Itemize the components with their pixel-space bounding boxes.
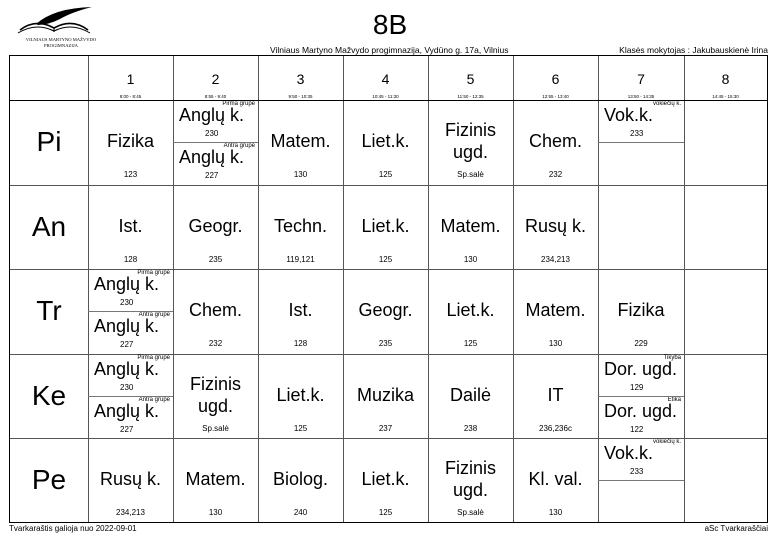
lesson-cell — [173, 185, 258, 270]
group-label: vokiečių k. — [652, 439, 681, 445]
lesson-room: 125 — [378, 254, 393, 264]
lesson-subject: Fizika — [106, 131, 154, 151]
lesson-room: 125 — [293, 423, 308, 433]
lesson-cell — [173, 354, 258, 439]
lesson-room: 130 — [548, 508, 563, 517]
class-title: 8B — [372, 9, 408, 40]
lesson-subject: Biolog. — [272, 469, 329, 489]
lesson-cell — [428, 354, 513, 439]
lesson-room: 229 — [634, 339, 648, 348]
day-label: Tr — [36, 295, 62, 326]
group-label: Antra grupė — [138, 396, 170, 403]
lesson-cell — [428, 438, 513, 523]
period-time: 13:50 - 14:35 — [627, 94, 655, 99]
lesson-room: 129 — [630, 382, 644, 392]
lesson-room: 125 — [378, 170, 393, 179]
lesson-cell — [173, 438, 258, 523]
lesson-subject: Kl. val. — [528, 469, 583, 489]
group-label: Tikyba — [663, 354, 681, 361]
lesson-room: 238 — [463, 423, 478, 433]
lesson-cell — [258, 354, 343, 439]
lesson-subject: Liet.k. — [446, 300, 495, 320]
lesson-subject: Fizinis ugd. — [444, 120, 496, 162]
group-divider — [598, 480, 684, 481]
period-number: 4 — [381, 71, 390, 87]
lesson-subject: Matem. — [185, 469, 246, 489]
group-divider — [598, 396, 684, 397]
period-time: 9:50 - 10:35 — [288, 94, 313, 99]
lesson-room: 119,121 — [286, 254, 315, 264]
lesson-room: 122 — [630, 424, 644, 434]
lesson-subject: Dailė — [449, 384, 492, 405]
lesson-room: 230 — [205, 129, 219, 138]
period-time: 10:45 - 11:30 — [372, 94, 399, 99]
lesson-subject: Anglų k. — [94, 358, 160, 379]
lesson-room: 233 — [630, 467, 644, 476]
lesson-cell — [513, 185, 598, 270]
lesson-subject: Matem. — [440, 215, 501, 236]
lesson-cell — [88, 185, 173, 270]
lesson-cell — [343, 354, 428, 439]
lesson-subject: Chem. — [188, 300, 242, 320]
lesson-subject: Matem. — [270, 131, 331, 151]
group-label: Antra grupė — [223, 143, 255, 150]
lesson-subject: Anglų k. — [94, 274, 160, 294]
lesson-cell — [598, 269, 684, 354]
lesson-room: 234,213 — [541, 254, 570, 264]
period-header — [428, 56, 513, 100]
period-header — [598, 56, 684, 100]
lesson-group-cell — [88, 269, 173, 311]
period-time: 14:45 - 15:30 — [712, 94, 739, 99]
lesson-cell — [258, 100, 343, 185]
lesson-room: 237 — [378, 423, 393, 433]
lesson-group-cell — [598, 480, 684, 522]
lesson-room: 236,236c — [539, 423, 572, 433]
lesson-subject: Fizinis ugd. — [444, 458, 496, 500]
period-header — [343, 56, 428, 100]
lesson-subject: Anglų k. — [179, 147, 245, 168]
lesson-cell — [173, 269, 258, 354]
lesson-room: 227 — [120, 340, 134, 350]
lesson-room: 234,213 — [116, 508, 145, 517]
group-divider — [88, 396, 173, 397]
lesson-room: 235 — [378, 339, 393, 348]
group-label: Antra grupė — [138, 312, 170, 319]
lesson-subject: Anglų k. — [94, 316, 160, 337]
lesson-group-cell — [88, 396, 173, 438]
lesson-room: 232 — [208, 339, 223, 348]
generator-credit: aSc Tvarkaraščiai — [704, 524, 768, 533]
lesson-group-cell — [598, 396, 684, 438]
period-number: 2 — [211, 71, 220, 87]
lesson-subject: Geogr. — [188, 215, 243, 236]
lesson-cell — [258, 185, 343, 270]
lesson-room: 128 — [123, 254, 138, 264]
period-header — [513, 56, 598, 100]
lesson-subject: Rusų k. — [524, 215, 587, 236]
group-divider — [173, 142, 258, 143]
lesson-room: 125 — [463, 339, 478, 348]
period-time: 12:55 - 13:40 — [542, 94, 569, 99]
lesson-subject: Fizika — [617, 300, 665, 320]
group-label: vokiečių k. — [652, 101, 681, 107]
group-label: Etika — [667, 396, 681, 403]
period-header — [258, 56, 343, 100]
lesson-cell — [343, 269, 428, 354]
lesson-room: 130 — [548, 339, 563, 348]
lesson-room: 230 — [120, 382, 134, 392]
lesson-room: 128 — [293, 339, 308, 348]
period-number: 5 — [466, 71, 475, 87]
lesson-room: 123 — [123, 170, 138, 179]
lesson-room: 233 — [630, 129, 644, 138]
lesson-group-cell — [598, 438, 684, 480]
lesson-group-cell — [598, 100, 684, 142]
group-label: Pirma grupė — [222, 101, 255, 107]
lesson-cell — [513, 100, 598, 185]
lesson-cell — [428, 100, 513, 185]
lesson-group-cell — [598, 354, 684, 396]
lesson-cell — [88, 100, 173, 185]
lesson-subject: Vok.k. — [604, 105, 654, 125]
school-name-line1: VILNIAUS MARTYNO MAŽVYDO — [25, 37, 97, 42]
lesson-cell — [343, 438, 428, 523]
lesson-room: Sp.salė — [457, 170, 484, 179]
lesson-subject: Muzika — [356, 384, 414, 405]
lesson-subject: Liet.k. — [361, 469, 410, 489]
lesson-cell — [258, 269, 343, 354]
period-time: 8:00 - 8:45 — [119, 94, 142, 99]
lesson-room: Sp.salė — [202, 423, 229, 433]
lesson-group-cell — [598, 142, 684, 184]
group-label: Pirma grupė — [137, 354, 170, 361]
lesson-subject: Chem. — [528, 131, 582, 151]
lesson-room: 125 — [378, 508, 393, 517]
lesson-room: 235 — [208, 254, 223, 264]
lesson-room: 240 — [293, 508, 308, 517]
lesson-subject: Geogr. — [358, 300, 413, 320]
validity-note: Tvarkaraštis galioja nuo 2022-09-01 — [9, 524, 137, 533]
group-divider — [598, 142, 684, 143]
day-label: Pi — [36, 126, 62, 157]
period-header — [684, 56, 767, 100]
lesson-subject: Matem. — [525, 300, 586, 320]
day-label: An — [31, 210, 67, 242]
school-address: Vilniaus Martyno Mažvydo progimnazija, Vydūno g. 17a, Vilnius — [270, 45, 509, 55]
lesson-subject: Fizinis ugd. — [189, 373, 241, 416]
lesson-cell — [428, 269, 513, 354]
period-header — [88, 56, 173, 100]
column-divider — [684, 56, 685, 522]
lesson-subject: Liet.k. — [361, 215, 410, 236]
lesson-group-cell — [173, 100, 258, 142]
period-number: 6 — [551, 71, 560, 87]
lesson-group-cell — [88, 311, 173, 353]
day-label: Pe — [31, 464, 67, 495]
period-time: 8:55 - 9:40 — [204, 94, 227, 99]
lesson-room: 232 — [548, 170, 563, 179]
lesson-subject: Ist. — [118, 215, 143, 236]
lesson-cell — [343, 100, 428, 185]
day-label: Ke — [31, 379, 67, 411]
lesson-cell — [513, 269, 598, 354]
lesson-subject: Liet.k. — [276, 384, 325, 405]
lesson-subject: Liet.k. — [361, 131, 410, 151]
lesson-subject: Techn. — [273, 215, 328, 236]
lesson-cell — [88, 438, 173, 523]
lesson-cell — [343, 185, 428, 270]
lesson-subject: Anglų k. — [94, 400, 160, 421]
lesson-room: 227 — [120, 424, 134, 434]
lesson-subject: Dor. ugd. — [604, 358, 678, 379]
lesson-room: 130 — [293, 170, 308, 179]
group-divider — [88, 311, 173, 312]
lesson-room: 230 — [120, 298, 134, 307]
class-teacher: Klasės mokytojas : Jakubauskienė Irina — [619, 45, 768, 55]
lesson-cell — [258, 438, 343, 523]
timetable-grid — [9, 55, 768, 523]
lesson-group-cell — [173, 142, 258, 184]
lesson-subject: Rusų k. — [99, 469, 162, 489]
lesson-subject: Ist. — [288, 300, 313, 320]
lesson-room: 130 — [463, 254, 478, 264]
period-header — [173, 56, 258, 100]
period-number: 8 — [721, 71, 730, 87]
period-number: 1 — [126, 71, 135, 87]
period-number: 3 — [296, 71, 305, 87]
lesson-cell — [513, 354, 598, 439]
school-name-line2: PROGIMNAZIJA — [44, 43, 78, 48]
lesson-room: 227 — [205, 171, 219, 181]
period-time: 11:50 - 12:35 — [457, 94, 484, 99]
period-number: 7 — [637, 71, 645, 87]
lesson-subject: IT — [547, 384, 564, 405]
lesson-room: 130 — [208, 508, 223, 517]
lesson-room: Sp.salė — [457, 508, 484, 517]
lesson-subject: Anglų k. — [179, 105, 245, 125]
lesson-subject: Vok.k. — [604, 443, 654, 463]
lesson-group-cell — [88, 354, 173, 396]
group-label: Pirma grupė — [137, 270, 170, 276]
lesson-subject: Dor. ugd. — [604, 400, 678, 421]
lesson-cell — [513, 438, 598, 523]
lesson-cell — [428, 185, 513, 270]
